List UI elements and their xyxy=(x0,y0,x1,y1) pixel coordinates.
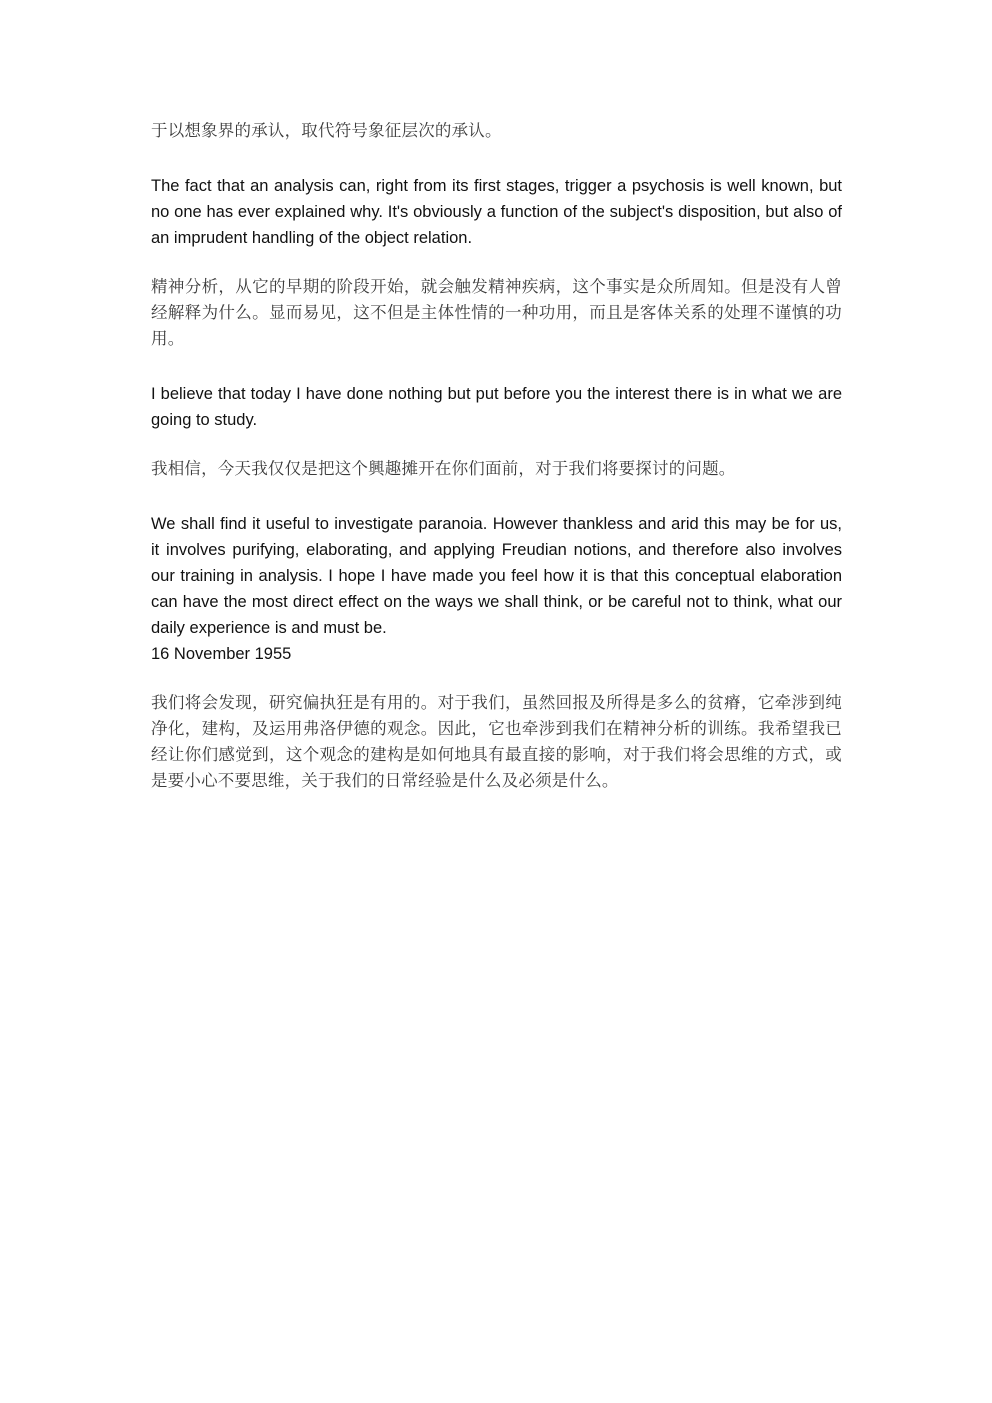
paragraph-zh-4: 我们将会发现，研究偏执狂是有用的。对于我们，虽然回报及所得是多么的贫瘠，它牵涉到纯净化，建构，及运用弗洛伊德的观念。因此，它也牵涉到我们在精神分析的训练。我希望我已经让你们感觉到，这个观念的建构是如何地具有最直接的影响，对于我们将会思维的方式，或是要小心不要思维，关于我们的日常经验是什么及必须是什么。 xyxy=(151,694,842,790)
paragraph-zh-1: 于以想象界的承认，取代符号象征层次的承认。 xyxy=(151,122,502,140)
paragraph-en-1: The fact that an analysis can, right from its first stages, trigger a psychosis is well known, but no one has ever explained why. It's obviously a function of the subject's disposition, but also of an imprudent handling of the object relation. xyxy=(151,177,842,247)
paragraph-zh-3: 我相信，今天我仅仅是把这个興趣摊开在你们面前，对于我们将要探讨的问题。 xyxy=(151,460,736,478)
date-line: 16 November 1955 xyxy=(151,645,292,663)
paragraph-zh-2: 精神分析，从它的早期的阶段开始，就会触发精神疾病，这个事实是众所周知。但是没有人曾经解释为什么。显而易见，这不但是主体性情的一种功用，而且是客体关系的处理不谨慎的功用。 xyxy=(151,278,842,348)
paragraph-en-2: I believe that today I have done nothing but put before you the interest there is in what we are going to study. xyxy=(151,385,842,429)
paragraph-en-3: We shall find it useful to investigate paranoia. However thankless and arid this may be for us, it involves purifying, elaborating, and applying Freudian notions, and therefore also involves our training in analysis. I hope I have made you feel how it is that this conceptual elaboration can have the most direct effect on the ways we shall think, or be careful not to think, what our daily experience is and must be. xyxy=(151,515,842,637)
